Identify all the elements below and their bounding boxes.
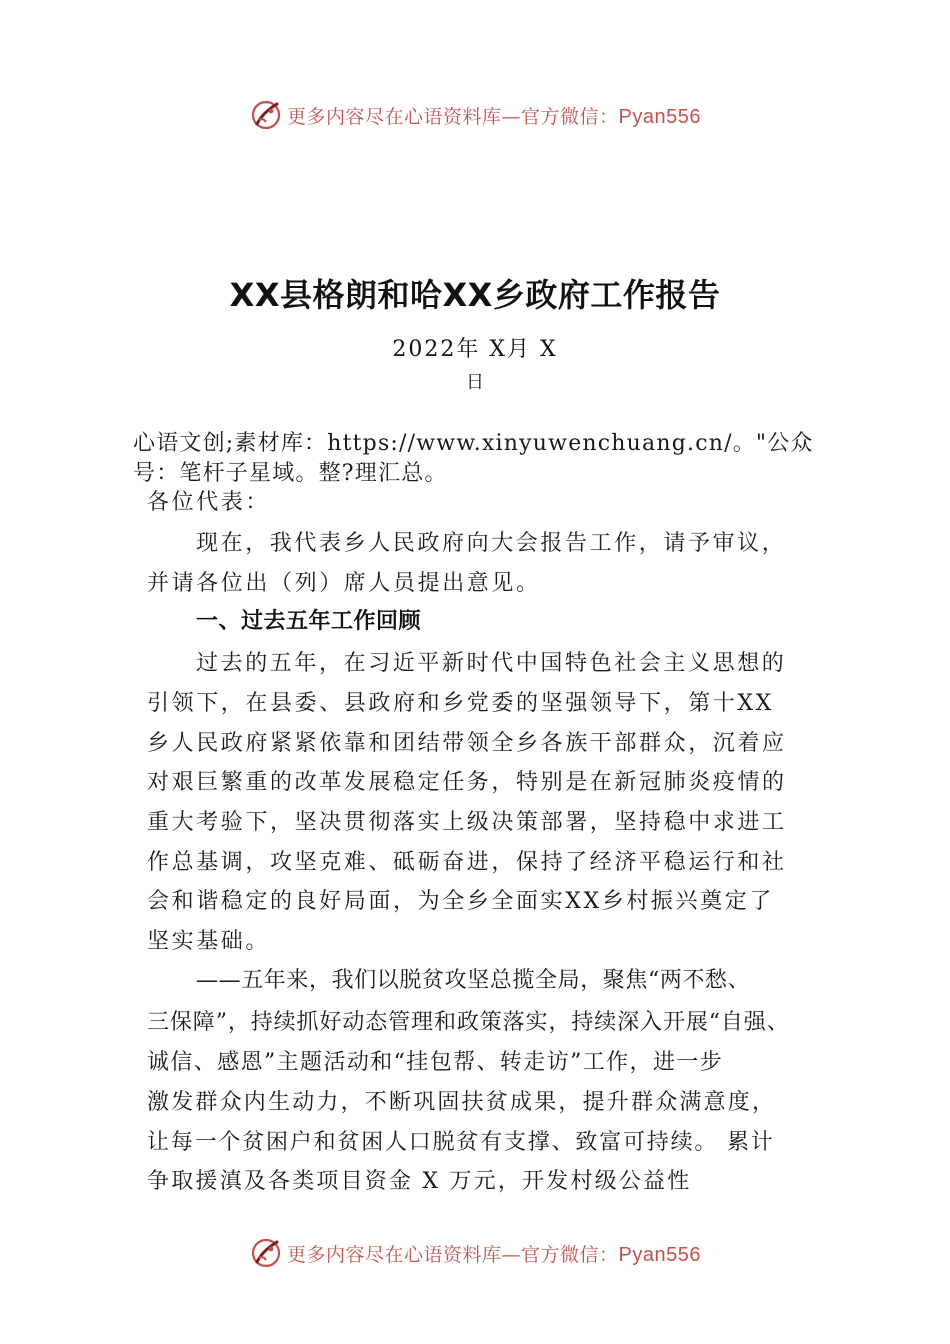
document-title: XX县格朗和哈XX乡政府工作报告 [229,276,721,314]
paragraph-line: 过去的五年，在习近平新时代中国特色社会主义思想的 [196,651,787,676]
banner-text: 更多内容尽在心语资料库—官方微信：Pyan556 [287,105,701,128]
paragraph-line: 争取援滇及各类项目资金 X 万元，开发村级公益性 [147,1169,692,1194]
document-date-tail: 日 [466,372,484,393]
brush-logo-icon [249,98,283,132]
paragraph-line: ——五年来，我们以脱贫攻坚总揽全局，聚焦“两不愁、 [196,968,751,993]
document-date: 2022年 X月 X [392,337,558,362]
source-line: 号：笔杆子星域。整?理汇总。 [133,461,448,486]
paragraph-line: 三保障”，持续抓好动态管理和政策落实，持续深入开展“自强、 [147,1010,790,1035]
section-heading: 一、过去五年工作回顾 [196,609,422,634]
salutation: 各位代表： [147,490,271,515]
paragraph-line: 会和谐稳定的良好局面，为全乡全面实XX乡村振兴奠定了 [147,889,774,914]
paragraph-line: 作总基调，攻坚克难、砥砺奋进，保持了经济平稳运行和社 [147,850,787,875]
paragraph-line: 乡人民政府紧紧依靠和团结带领全乡各族干部群众，沉着应 [147,731,787,756]
banner-text: 更多内容尽在心语资料库—官方微信：Pyan556 [287,1243,701,1266]
wechat-handle: Pyan556 [618,105,701,128]
footer-banner [0,1233,950,1273]
wechat-handle: Pyan556 [618,1243,701,1266]
paragraph-line: 引领下，在县委、县政府和乡党委的坚强领导下，第十XX [147,691,774,716]
header-banner [0,95,950,135]
paragraph-line: 现在，我代表乡人民政府向大会报告工作，请予审议， [196,531,787,556]
paragraph-line: 并请各位出（列）席人员提出意见。 [147,571,541,596]
paragraph-line: 坚实基础。 [147,929,271,954]
paragraph-line: 对艰巨繁重的改革发展稳定任务，特别是在新冠肺炎疫情的 [147,770,787,795]
brush-logo-icon [249,1236,283,1270]
paragraph-line: 重大考验下，坚决贯彻落实上级决策部署，坚持稳中求进工 [147,810,787,835]
source-line: 心语文创;素材库：https://www.xinyuwenchuang.cn/。"公众 [133,431,814,456]
paragraph-line: 诚信、感恩”主题活动和“挂包帮、转走访”工作，进一步 [147,1050,724,1075]
paragraph-line: 激发群众内生动力，不断巩固扶贫成果，提升群众满意度， [147,1090,777,1115]
paragraph-line: 让每一个贫困户和贫困人口脱贫有支撑、致富可持续。 累计 [147,1130,775,1155]
